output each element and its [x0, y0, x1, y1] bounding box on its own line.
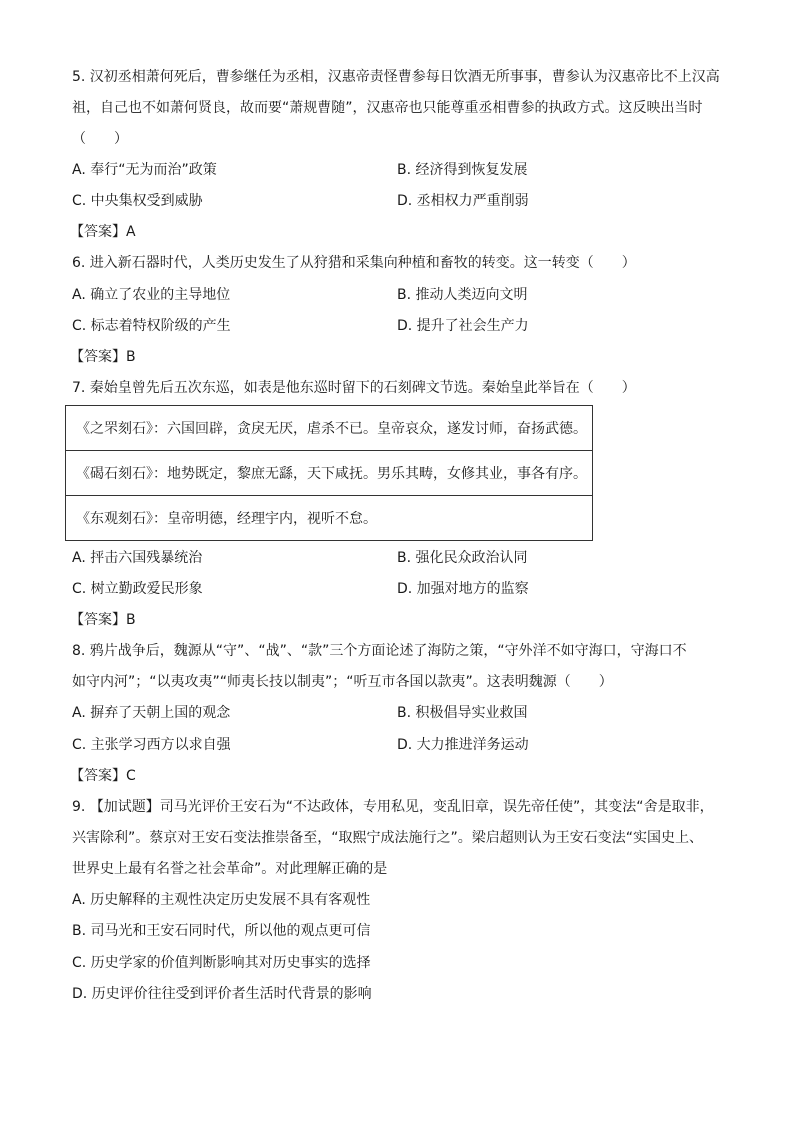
table-cell: 《之罘刻石》：六国回辟，贪戾无厌，虐杀不已。皇帝哀众，遂发讨师，奋扬武德。 [66, 406, 593, 451]
question-8-option-a: A. 摒弃了天朝上国的观念 [72, 705, 231, 721]
question-6-option-a: A. 确立了农业的主导地位 [72, 287, 231, 303]
question-7-line-1: 7. 秦始皇曾先后五次东巡，如表是他东巡时留下的石刻碑文节选。秦始皇此举旨在（ ） [72, 380, 636, 396]
question-6-answer: 【答案】B [70, 349, 136, 365]
question-9-option-b: B. 司马光和王安石同时代，所以他的观点更可信 [72, 923, 371, 939]
table-row [66, 496, 593, 541]
question-5-line-2: 祖，自己也不如萧何贤良，故而要“萧规曹随”，汉惠帝也只能尊重丞相曹参的执政方式。这反映出当时 [72, 100, 703, 116]
question-8-option-c: C. 主张学习西方以求自强 [72, 737, 231, 753]
question-9-option-a: A. 历史解释的主观性决定历史发展不具有客观性 [72, 892, 371, 908]
question-6-option-b: B. 推动人类迈向文明 [397, 287, 528, 303]
question-9-option-d: D. 历史评价往往受到评价者生活时代背景的影响 [72, 986, 372, 1002]
question-5-option-a: A. 奉行“无为而治”政策 [72, 162, 217, 178]
question-7-option-d: D. 加强对地方的监察 [397, 581, 529, 597]
question-7-option-b: B. 强化民众政治认同 [397, 550, 528, 566]
question-8-option-b: B. 积极倡导实业救国 [397, 705, 528, 721]
question-9-option-c: C. 历史学家的价值判断影响其对历史事实的选择 [72, 955, 371, 971]
question-8-option-d: D. 大力推进洋务运动 [397, 737, 529, 753]
table-row [66, 406, 593, 451]
question-6-option-c: C. 标志着特权阶级的产生 [72, 318, 231, 334]
question-5-answer: 【答案】A [70, 224, 136, 240]
question-6-option-d: D. 提升了社会生产力 [397, 318, 529, 334]
question-5-option-b: B. 经济得到恢复发展 [397, 162, 528, 178]
table-cell: 《东观刻石》：皇帝明德，经理宇内，视听不怠。 [66, 496, 593, 541]
question-9-line-1: 9. 【加试题】司马光评价王安石为“不达政体，专用私见，变乱旧章，误先帝任使”，其变法“舍是取非， [72, 799, 714, 815]
question-5-option-c: C. 中央集权受到威胁 [72, 193, 203, 209]
question-7-option-a: A. 抨击六国残暴统治 [72, 550, 203, 566]
question-5-option-d: D. 丞相权力严重削弱 [397, 193, 529, 209]
question-9-line-2: 兴害除利”。蔡京对王安石变法推崇备至，“取熙宁成法施行之”。梁启超则认为王安石变法“实国史上、 [72, 830, 704, 846]
question-6-line-1: 6. 进入新石器时代，人类历史发生了从狩猎和采集向种植和畜牧的转变。这一转变（ ） [72, 255, 636, 271]
question-7-answer: 【答案】B [70, 612, 136, 628]
question-5-line-1: 5. 汉初丞相萧何死后，曹参继任为丞相，汉惠帝责怪曹参每日饮酒无所事事，曹参认为汉惠帝比不上汉高 [72, 69, 720, 85]
table-row [66, 451, 593, 496]
question-8-answer: 【答案】C [70, 768, 136, 784]
question-8-line-1: 8. 鸦片战争后，魏源从“守”、“战”、“款”三个方面论述了海防之策，“守外洋不如守海口，守海口不 [72, 643, 687, 659]
question-8-line-2: 如守内河”；“以夷攻夷”“师夷长技以制夷”；“听互市各国以款夷”。这表明魏源（ ） [72, 674, 613, 690]
question-7-option-c: C. 树立勤政爱民形象 [72, 581, 203, 597]
question-5-line-3: （ ） [72, 131, 128, 147]
table-cell: 《碣石刻石》：地势既定，黎庶无繇，天下咸抚。男乐其畴，女修其业，事各有序。 [66, 451, 593, 496]
question-9-line-3: 世界史上最有名誉之社会革命”。对此理解正确的是 [72, 861, 388, 877]
inscription-table [65, 405, 593, 541]
